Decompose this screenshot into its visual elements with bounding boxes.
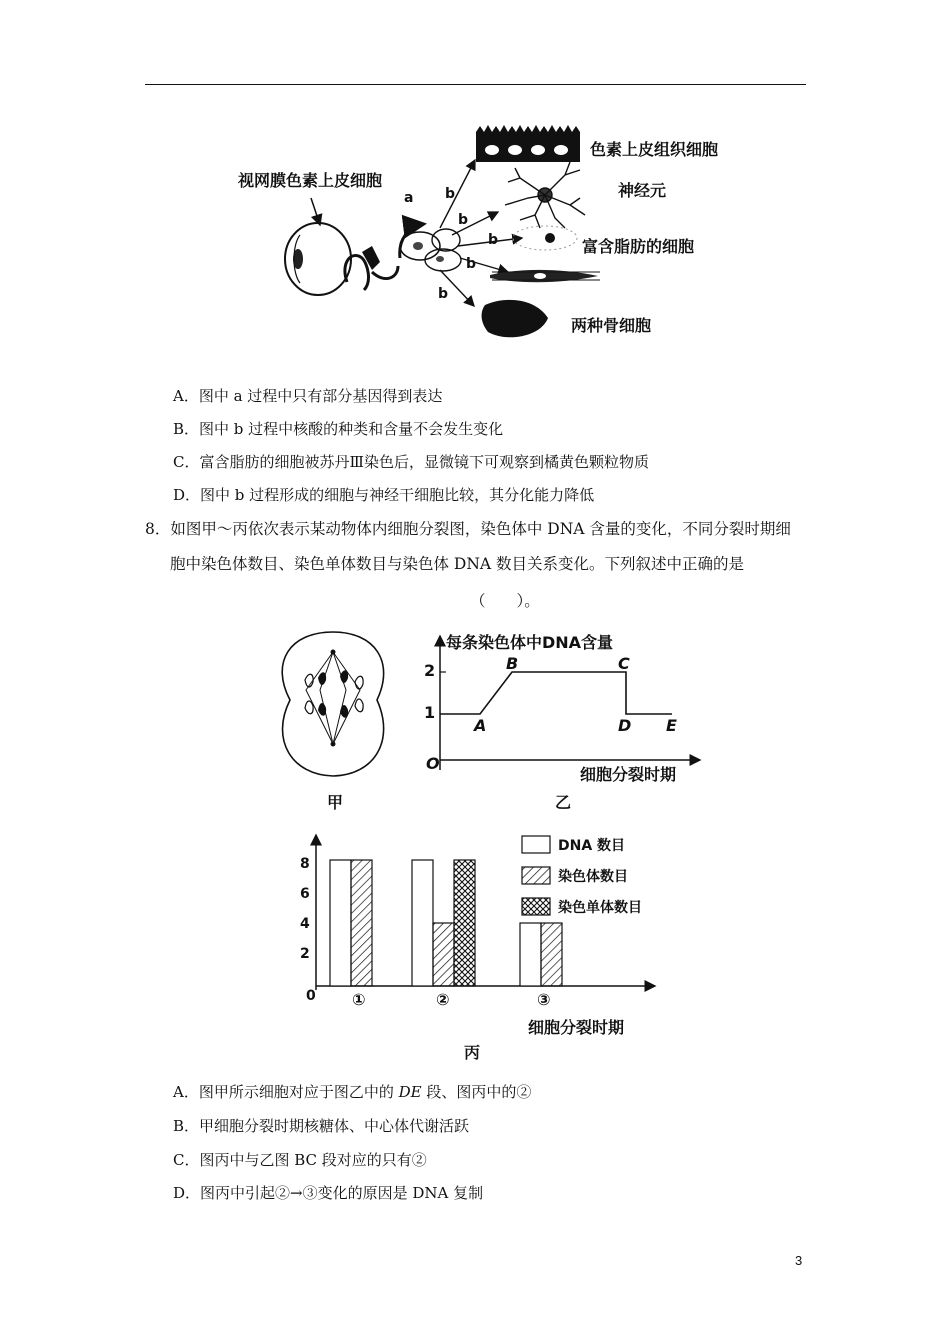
label-b-3: b: [488, 232, 499, 248]
fig-yi-origin: O: [426, 754, 440, 773]
fig-yi-ylabel: 每条染色体中DNA含量: [446, 633, 614, 652]
label-b-5: b: [438, 286, 449, 302]
fig-yi-ytick-2: 2: [424, 661, 436, 680]
legend-label-chromatid: 染色单体数目: [558, 900, 642, 916]
y-tick-6: 6: [300, 886, 310, 902]
y-tick-0: 0: [306, 988, 316, 1004]
bar-chromosome-2: [433, 923, 454, 986]
y-tick-8: 8: [300, 856, 310, 872]
bar-chromosome-3: [541, 923, 562, 986]
legend-label-chromosome: 染色体数目: [558, 869, 628, 885]
y-tick-2: 2: [300, 946, 310, 962]
fig-yi-point-e: E: [666, 716, 677, 735]
bar-dna-2: [412, 860, 433, 986]
q7-option-c: C．富含脂肪的细胞被苏丹Ⅲ染色后，显微镜下可观察到橘黄色颗粒物质: [173, 453, 649, 471]
q8-stem-line1: 8．如图甲～丙依次表示某动物体内细胞分裂图，染色体中 DNA 含量的变化，不同分裂时期细: [145, 520, 791, 538]
label-b-2: b: [458, 212, 469, 228]
legend-swatch-chromatid: [522, 898, 550, 915]
q8-answer-blank: （ ）。: [470, 592, 540, 610]
legend-swatch-dna: [522, 836, 550, 853]
fig-bing-xlabel: 细胞分裂时期: [528, 1018, 625, 1037]
legend-swatch-chromosome: [522, 867, 550, 884]
category-label-1: ①: [352, 990, 366, 1009]
bar-chromatid-2: [454, 860, 475, 986]
fig-yi-point-a: A: [474, 716, 487, 735]
bar-dna-1: [330, 860, 351, 986]
fig-jia-caption: 甲: [327, 793, 344, 812]
q8-option-d: D．图丙中引起②→③变化的原因是 DNA 复制: [173, 1184, 484, 1202]
q7-option-a: A．图中 a 过程中只有部分基因得到表达: [173, 387, 443, 405]
cell-label-bone: 两种骨细胞: [571, 316, 652, 335]
q8-option-a: A．图甲所示细胞对应于图乙中的 DE 段、图丙中的②: [173, 1083, 532, 1101]
bar-dna-3: [520, 923, 541, 986]
label-a: a: [404, 190, 414, 206]
q7-option-b: B．图中 b 过程中核酸的种类和含量不会发生变化: [173, 420, 504, 438]
label-b-1: b: [445, 186, 456, 202]
q8-stem-line2: 胞中染色体数目、染色单体数目与染色体 DNA 数目关系变化。下列叙述中正确的是: [170, 555, 745, 573]
cell-label-pigment: 色素上皮组织细胞: [590, 140, 719, 159]
legend-label-dna: DNA 数目: [558, 838, 626, 854]
category-label-2: ②: [436, 990, 450, 1009]
q8-option-c: C．图丙中与乙图 BC 段对应的只有②: [173, 1151, 427, 1169]
q8-option-b: B．甲细胞分裂时期核糖体、中心体代谢活跃: [173, 1117, 470, 1135]
fig-yi-point-b: B: [506, 654, 519, 673]
q7-option-d: D．图中 b 过程形成的细胞与神经干细胞比较，其分化能力降低: [173, 486, 595, 504]
fig-yi-caption: 乙: [555, 793, 572, 812]
cell-label-fat: 富含脂肪的细胞: [582, 237, 695, 256]
category-label-3: ③: [537, 990, 551, 1009]
y-tick-4: 4: [300, 916, 310, 932]
fig-yi-point-d: D: [618, 716, 632, 735]
cell-label-neuron: 神经元: [618, 181, 667, 200]
fig-yi-point-c: C: [618, 654, 630, 673]
bar-chromosome-1: [351, 860, 372, 986]
fig-yi-xlabel: 细胞分裂时期: [580, 765, 677, 784]
page-number: 3: [795, 1253, 803, 1268]
fig-yi-ytick-1: 1: [424, 703, 436, 722]
fig-bing-caption: 丙: [464, 1043, 481, 1062]
label-b-4: b: [466, 256, 477, 272]
retina-label: 视网膜色素上皮细胞: [238, 171, 383, 190]
